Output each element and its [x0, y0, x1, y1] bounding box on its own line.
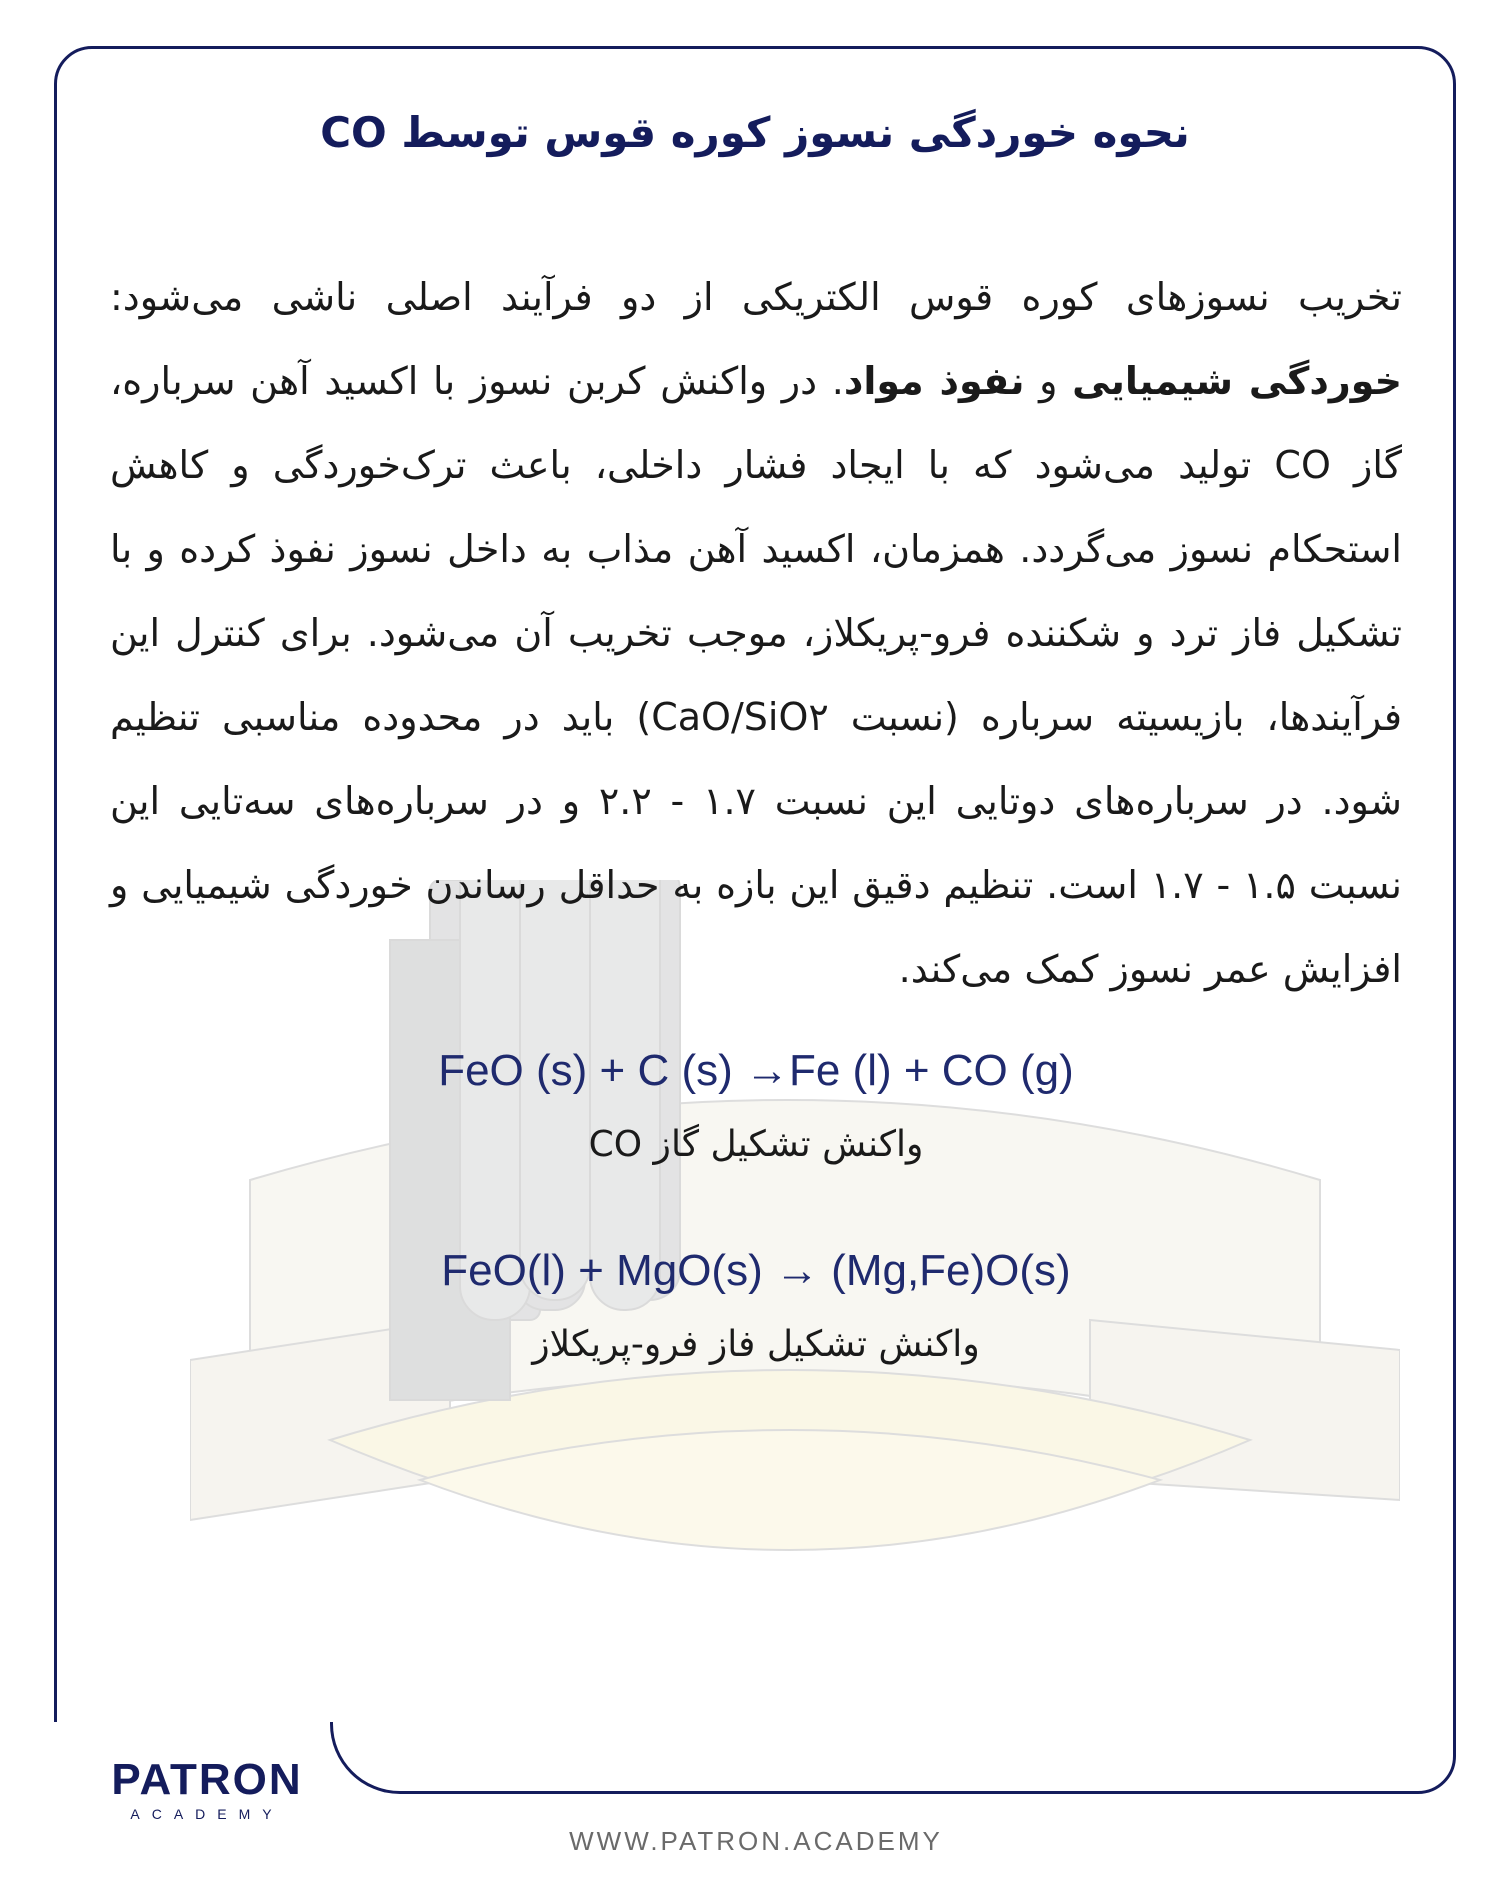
- equation-co-formation-label: واکنش تشکیل گاز CO: [588, 1124, 924, 1165]
- page-title: نحوه خوردگی نسوز کوره قوس توسط CO: [320, 108, 1190, 157]
- keyword-chemical-corrosion: خوردگی شیمیایی: [1072, 359, 1402, 403]
- equation-ferro-periclase: FeO(l) + MgO(s) → (Mg,Fe)O(s): [441, 1246, 1071, 1295]
- keyword-material-penetration: نفوذ مواد: [843, 359, 1025, 403]
- paragraph-conjunction: و: [1024, 359, 1073, 403]
- patron-academy-logo: [72, 1755, 342, 1822]
- equation-co-formation: FeO (s) + C (s) →Fe (l) + CO (g): [438, 1046, 1074, 1095]
- paragraph-intro: تخریب نسوزهای کوره قوس الکتریکی از دو فرآیند اصلی ناشی می‌شود:: [110, 275, 1402, 319]
- equation-ferro-periclase-label: واکنش تشکیل فاز فرو-پریکلاز: [532, 1324, 980, 1365]
- website-url: WWW.PATRON.ACADEMY: [569, 1826, 943, 1856]
- body-paragraph: [110, 255, 1402, 1011]
- paragraph-rest: . در واکنش کربن نسوز با اکسید آهن سرباره، گاز CO تولید می‌شود که با ایجاد فشار داخلی، باعث ترک‌خوردگی و کاهش استحکام نسوز می‌گردد. همزمان، اکسید آهن مذاب به داخل نسوز نفوذ کرده و با تشکیل فاز ترد و شکننده فرو-پریکلاز، موجب تخریب آن می‌شود. برای کنترل این فرآیندها، بازیسیته سرباره (نسبت CaO/SiO۲) باید در محدوده مناسبی تنظیم شود. در سرباره‌های دوتایی این نسبت ۱.۷ - ۲.۲ و در سرباره‌های سه‌تایی این نسبت ۱.۵ - ۱.۷ است. تنظیم دقیق این بازه به حداقل رساندن خوردگی شیمیایی و افزایش عمر نسوز کمک می‌کند.: [110, 359, 1403, 991]
- brand-subtitle: ACADEMY: [130, 1806, 284, 1822]
- brand-name: PATRON: [111, 1755, 303, 1804]
